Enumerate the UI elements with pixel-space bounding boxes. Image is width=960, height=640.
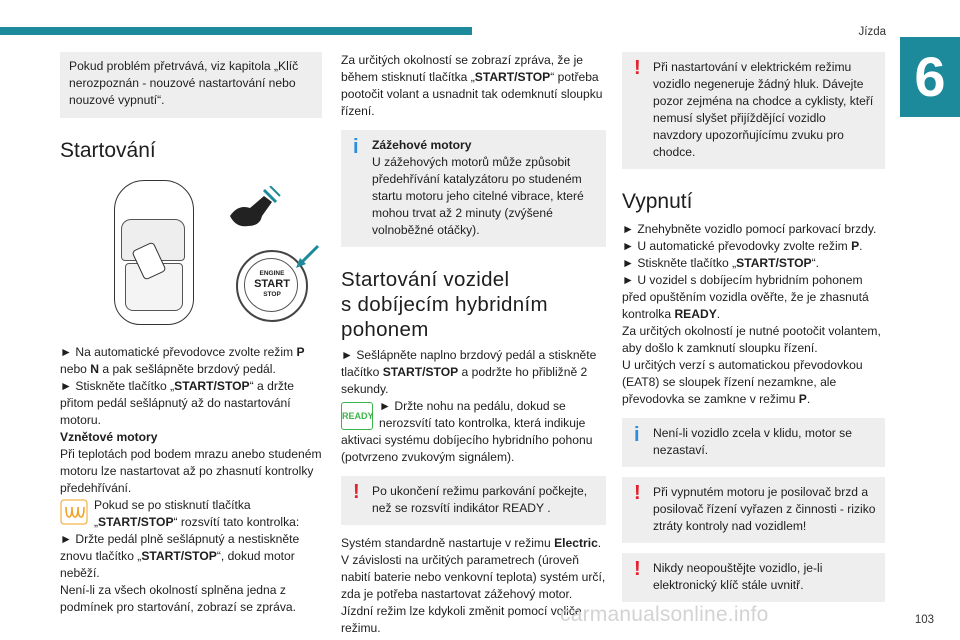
paragraph: Pokud se po stisknutí tlačítka „START/STOP“ rozsvítí tato kontrolka: bbox=[94, 498, 300, 529]
paragraph: Není-li za všech okolností splněna jedna z podmínek pro startování, zobrazí se zpráva. bbox=[60, 583, 296, 614]
note-box bbox=[60, 52, 322, 118]
warning-text: Při vypnutém motoru je posilovač brzd a posilovač řízení vyřazen z činnosti - riziko ztráty kontroly nad vozidlem! bbox=[653, 485, 876, 533]
warning-icon: ! bbox=[634, 57, 641, 79]
info-text: U zážehových motorů může způsobit předehřívání katalyzátoru po studeném startu motoru jeho citelné vibrace, které mohou trvat až 2 minuty (zvýšené volnoběžné otáčky). bbox=[372, 155, 584, 237]
list-item: ► U automatické převodovky zvolte režim P. bbox=[622, 239, 863, 253]
list-item: ► Stiskněte tlačítko „START/STOP“. bbox=[622, 256, 820, 270]
ready-indicator-row bbox=[341, 398, 606, 466]
list-item: ► Znehybněte vozidlo pomocí parkovací brzdy. bbox=[622, 222, 877, 236]
glow-plug-warning-icon bbox=[60, 499, 88, 525]
warning-box-ready bbox=[341, 476, 606, 525]
warning-text: Při nastartování v elektrickém režimu vozidlo negeneruje žádný hluk. Dávejte pozor zejména na chodce a cyklisty, kteří nemusí slyšet přijíždějící vozidlo navzdory upozorňujícímu zvuku pro chodce. bbox=[653, 60, 874, 159]
page-number: 103 bbox=[914, 614, 934, 626]
paragraph: Při teplotách pod bodem mrazu anebo studeném motoru lze nastartovat až po zhasnutí kontrolky předehřívání. bbox=[60, 447, 322, 495]
info-icon: i bbox=[353, 136, 359, 158]
ready-indicator-icon: READY bbox=[341, 402, 373, 430]
heading-hybrid-l1: Startování vozidel bbox=[341, 268, 510, 291]
heading-vypnuti: Vypnutí bbox=[622, 190, 693, 213]
column-2 bbox=[341, 52, 606, 637]
paragraph: Systém standardně nastartuje v režimu Electric. V závislosti na určitých parametrech (úroveň nabití baterie nebo venkovní teplota) systém určí, zda je potřeba nastartovat zážehový motor. Jízdní režim lze kdykoli změnit pomocí voliče režimu. bbox=[341, 536, 606, 635]
watermark: carmanualsonline.info bbox=[560, 603, 769, 626]
glow-plug-indicator-row bbox=[60, 497, 322, 531]
note-text: Pokud problém přetrvává, viz kapitola „Klíč nerozpoznán - nouzové nastartování nebo nouzové vypnutí“. bbox=[69, 59, 299, 107]
heading-hybrid-l3: pohonem bbox=[341, 318, 429, 341]
warning-box-silent bbox=[622, 52, 885, 169]
paragraph: ► Držte nohu na pedálu, dokud se nerozsvítí tato kontrolka, která indikuje aktivaci systému dobíjecího hybridního pohonu (potvrzeno zvukovým signálem). bbox=[341, 399, 593, 464]
chapter-number: 6 bbox=[900, 37, 960, 117]
paragraph: ► Sešlápněte naplno brzdový pedál a stiskněte tlačítko START/STOP a podržte ho přibližně 2 sekundy. bbox=[341, 348, 597, 396]
paragraph: Za určitých okolností je nutné pootočit volantem, aby došlo k zamknutí sloupku řízení. bbox=[622, 324, 881, 355]
warning-icon: ! bbox=[353, 481, 360, 503]
warning-icon: ! bbox=[634, 558, 641, 580]
info-icon: i bbox=[634, 424, 640, 446]
warning-box-assist bbox=[622, 477, 885, 543]
press-arrow-icon bbox=[292, 244, 320, 272]
section-title: Jízda bbox=[858, 26, 886, 38]
header-accent-bar bbox=[0, 27, 472, 35]
paragraph: Za určitých okolností se zobrazí zpráva, že je během stisknutí tlačítka „START/STOP“ potřeba pootočit volant a usnadnit tak odemknutí sloupku řízení. bbox=[341, 53, 603, 118]
car-top-view-illustration bbox=[114, 180, 194, 325]
paragraph: ► Držte pedál plně sešlápnutý a nestiskněte znovu tlačítko „START/STOP“, dokud motor neběží. bbox=[60, 532, 300, 580]
info-title: Zážehové motory bbox=[372, 138, 472, 152]
warning-text: Nikdy neopouštějte vozidlo, je-li elektronický klíč stále uvnitř. bbox=[653, 561, 823, 592]
subheading-diesel: Vznětové motory bbox=[60, 430, 158, 444]
paragraph: ► Na automatické převodovce zvolte režim P nebo N a pak sešlápněte brzdový pedál. bbox=[60, 345, 305, 376]
warning-box-key bbox=[622, 553, 885, 602]
foot-on-pedal-icon bbox=[224, 186, 284, 236]
heading-hybrid-l2: s dobíjecím hybridním bbox=[341, 293, 548, 316]
column-1 bbox=[60, 52, 322, 616]
heading-startovani: Startování bbox=[60, 139, 156, 162]
col3-text bbox=[622, 221, 885, 408]
column-3 bbox=[622, 52, 885, 602]
engine-start-stop-button-illustration: ENGINE START STOP bbox=[236, 250, 308, 322]
warning-icon: ! bbox=[634, 482, 641, 504]
info-box-motion bbox=[622, 418, 885, 467]
col1-text bbox=[60, 344, 322, 616]
warning-text: Po ukončení režimu parkování počkejte, než se rozsvítí indikátor READY . bbox=[372, 484, 588, 515]
info-box-petrol bbox=[341, 130, 606, 247]
list-item: ► U vozidel s dobíjecím hybridním pohonem před opuštěním vozidla ověřte, že je zhasnutá kontrolka READY. bbox=[622, 273, 869, 321]
info-text: Není-li vozidlo zcela v klidu, motor se nezastaví. bbox=[653, 426, 852, 457]
start-illustration bbox=[86, 178, 321, 328]
paragraph: ► Stiskněte tlačítko „START/STOP“ a držte přitom pedál sešlápnutý až do nastartování motoru. bbox=[60, 379, 294, 427]
paragraph: U určitých verzí s automatickou převodovkou (EAT8) se sloupek řízení nezamkne, ale převodovka se zamkne v režimu P. bbox=[622, 358, 863, 406]
